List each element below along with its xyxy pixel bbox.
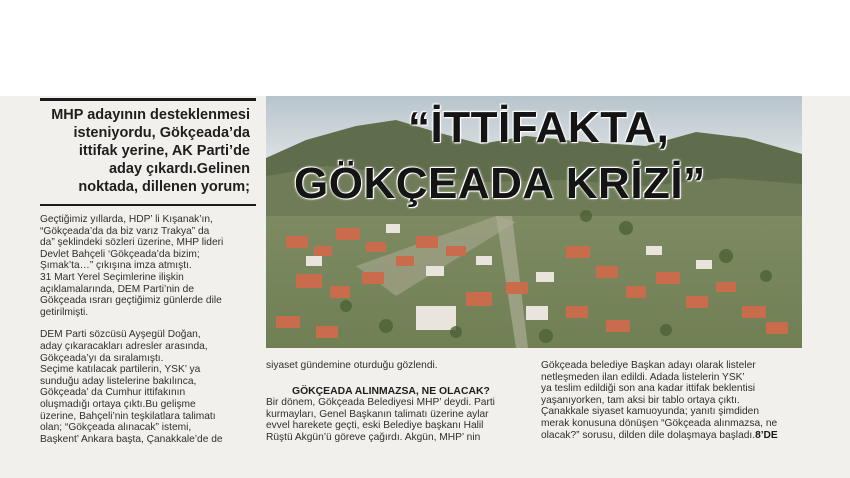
kicker-line: ittifak yerine, AK Parti’de bbox=[78, 143, 250, 159]
body-paragraph bbox=[40, 329, 256, 445]
kicker-text bbox=[42, 106, 250, 196]
body-line: Gökçeada’ da Cumhur ittifakının bbox=[40, 387, 186, 399]
left-body-column bbox=[40, 214, 256, 456]
body-line: Devlet Bahçeli ‘Gökçeada’da bizim; bbox=[40, 248, 200, 260]
body-line: açıklamalarında, DEM Parti’nin de bbox=[40, 283, 195, 295]
body-line: Gökçeada belediye Başkan adayı olarak listeler bbox=[541, 360, 756, 371]
headline-line-1: “İTTİFAKTA, bbox=[408, 103, 670, 152]
body-line: merak konusuna dönüşen “Gökçeada alınmazsa, ne bbox=[541, 417, 778, 429]
kicker-line: noktada, dillenen yorum; bbox=[78, 179, 250, 195]
kicker-bottom-rule bbox=[40, 204, 256, 206]
body-line: Gökçeada’yı da sıralamıştı. bbox=[40, 352, 164, 364]
body-line: siyaset gündemine oturduğu gözlendi. bbox=[266, 360, 438, 371]
body-line: Çanakkale siyaset kamuoyunda; yanıtı şimdiden bbox=[541, 406, 760, 418]
body-line: Bir dönem, Gökçeada Belediyesi MHP’ deydi. Parti bbox=[266, 397, 495, 409]
body-line: aday çıkaracakları adresler arasında, bbox=[40, 340, 208, 352]
headline bbox=[266, 96, 802, 348]
headline-line-2: GÖKÇEADA KRİZİ” bbox=[294, 159, 706, 208]
body-line: 31 Mart Yerel Seçimlerine ilişkin bbox=[40, 271, 184, 283]
body-line: getirilmişti. bbox=[40, 306, 89, 318]
kicker-top-rule bbox=[40, 98, 256, 101]
right-body-column bbox=[541, 360, 803, 441]
body-line-text: olacak?” sorusu, dilden dile dolaşmaya başladı. bbox=[541, 429, 756, 441]
kicker-line: MHP adayının desteklenmesi bbox=[51, 107, 250, 123]
body-line: “Gökçeada’da da biz varız Trakya” da bbox=[40, 225, 210, 237]
body-line: evvel harekete geçti, eski Belediye başkanı Halil bbox=[266, 420, 484, 432]
body-line: Başkent’ Ankara başta, Çanakkale’de de bbox=[40, 433, 223, 445]
kicker-line: aday çıkardı.Gelinen bbox=[108, 161, 250, 177]
section-subheading: GÖKÇEADA ALINMAZSA, NE OLACAK? bbox=[292, 385, 490, 397]
body-line: DEM Parti sözcüsü Ayşegül Doğan, bbox=[40, 329, 201, 341]
kicker-line: isteniyordu, Gökçeada’da bbox=[73, 125, 250, 141]
body-paragraph bbox=[40, 214, 256, 318]
body-line: üzerine, Bahçeli’nin teşkilatlara talimatı bbox=[40, 410, 216, 422]
body-line: kurmayları, Genel Başkanın talimatı üzerine aylar bbox=[266, 408, 489, 420]
body-line: Gökçeada ısrarı geçtiğimiz günlerde dile bbox=[40, 295, 222, 307]
body-line: sunduğu aday listelerine bakılınca, bbox=[40, 375, 197, 387]
body-line: netleşmeden ilan edildi. Adada listelerin YSK’ bbox=[541, 371, 745, 383]
continued-on-page-marker: 8’DE bbox=[755, 429, 778, 441]
body-line: Seçime katılacak partilerin, YSK’ ya bbox=[40, 364, 201, 376]
body-line: oluşmadığı ortaya çıktı.Bu gelişme bbox=[40, 398, 196, 410]
body-line: yaşanıyorken, tam aksi bir tablo ortaya çıktı. bbox=[541, 394, 740, 406]
body-line-last bbox=[541, 430, 803, 442]
body-line: da” şeklindeki sözleri üzerine, MHP lideri bbox=[40, 237, 224, 249]
aerial-town-photo bbox=[266, 96, 802, 348]
body-line: Şımak’ta…” çıkışına imza atmıştı. bbox=[40, 260, 192, 272]
body-line: ya teslim edildiği son ana kadar ittifak beklentisi bbox=[541, 383, 756, 395]
body-line: Rüştü Akgün’ü göreve çağırdı. Akgün, MHP’ nin bbox=[266, 431, 481, 443]
body-line: olan; “Gökçeada alınacak” istemi, bbox=[40, 422, 192, 434]
middle-body-column bbox=[266, 360, 528, 444]
body-line: Geçtiğimiz yıllarda, HDP’ li Kışanak’ın, bbox=[40, 214, 213, 225]
